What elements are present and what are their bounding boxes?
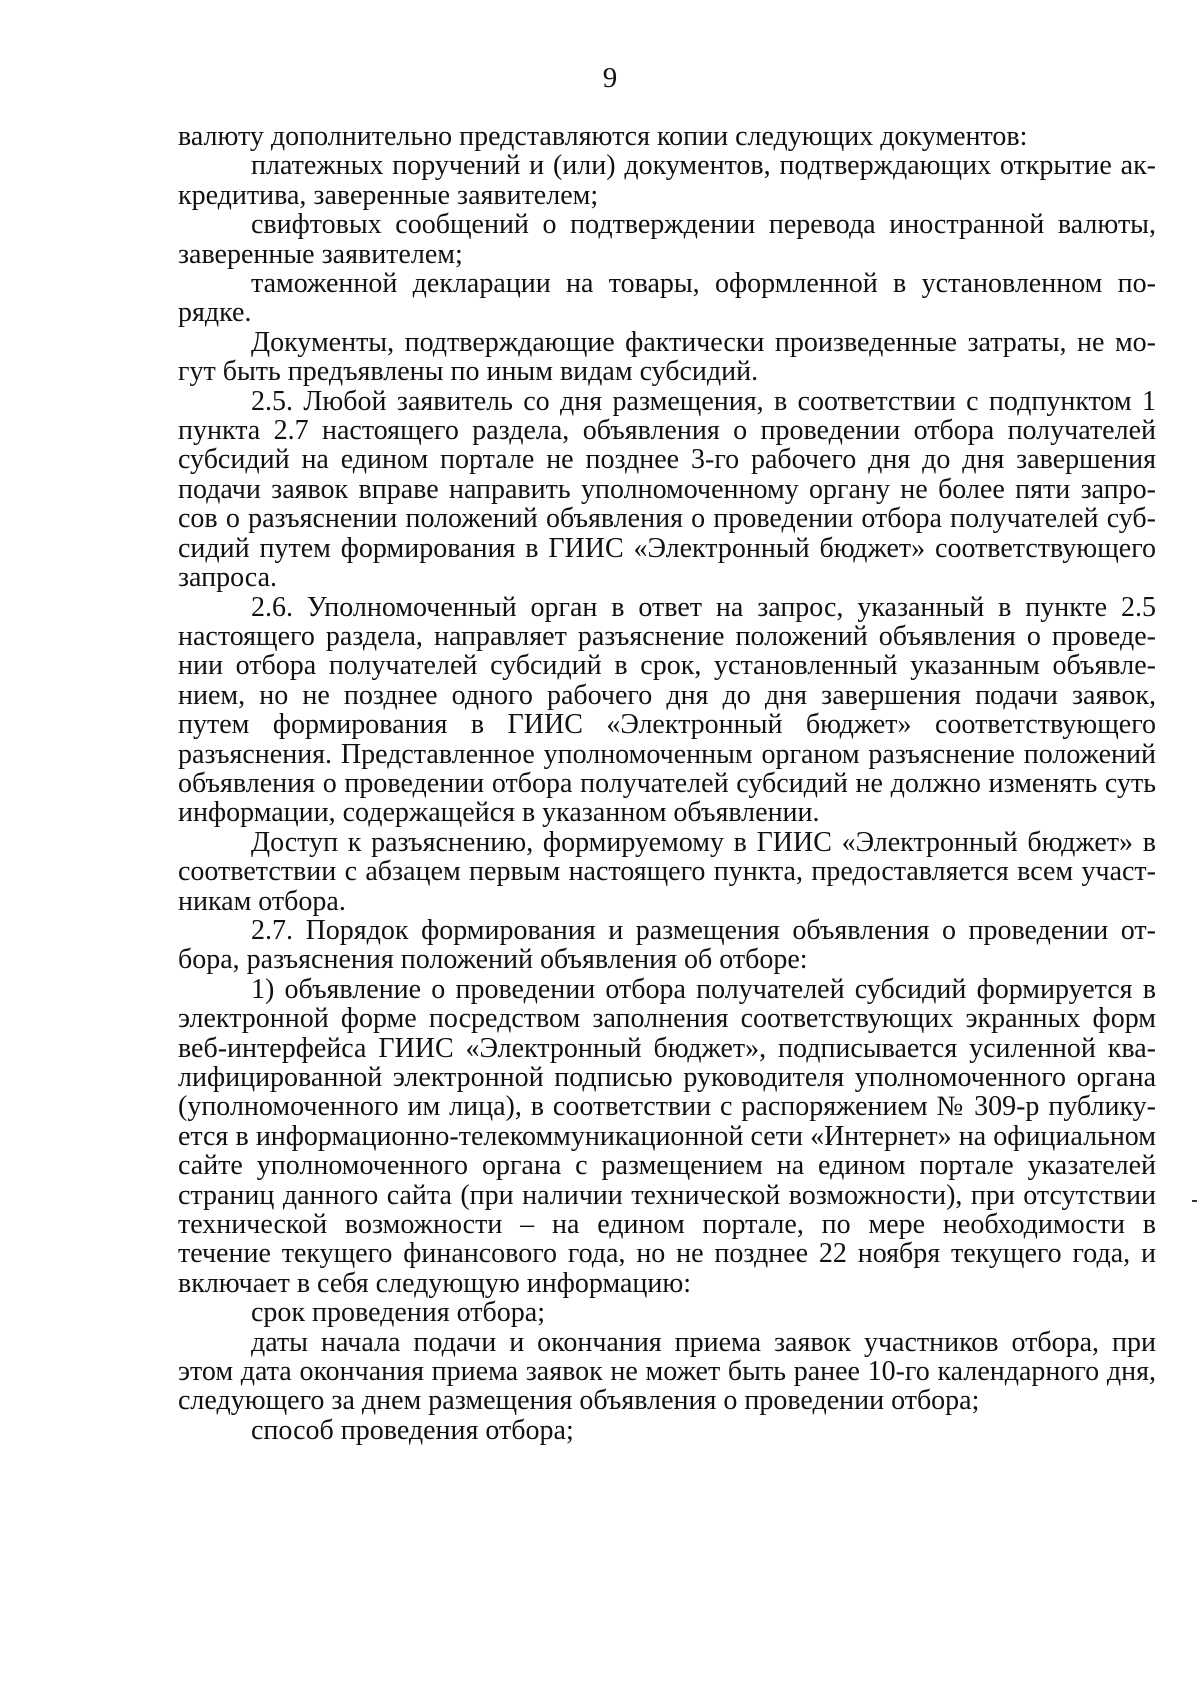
list-item-application-dates: даты начала подачи и окончания приема заявок участников отбора, при этом дата окончания приема заявок не может быть ранее 10-го календарного дня, следующего за днем размещения объявления о проведении отбора; — [178, 1326, 1156, 1417]
list-item-selection-period: срок проведения отбора; — [251, 1297, 545, 1329]
paragraph-customs-declaration: таможенной декларации на товары, оформленной в установленном порядке. — [178, 268, 1156, 329]
paragraph-clause-2-7: 2.7. Порядок формирования и размещения объявления о проведении отбора, разъяснения положений объявления об отборе: — [178, 914, 1156, 976]
page-number: 9 — [602, 62, 618, 94]
paragraph-subclause-1: 1) объявление о проведении отбора получателей субсидий формируется в электронной форме посредством заполнения соответствующих экранных форм веб-интерфейса ГИИС «Электронный бюджет», подписывается усиленной квалифицированной электронной подписью руководителя уполномоченного органа (уполномоченного им лица), в соответствии с распоряжением № 309-р публикуется в информационно-телекоммуникационной сети «Интернет» на официальном сайте уполномоченного органа с размещением на едином портале указателей страниц данного сайта (при наличии технической возможности), при отсутствии технической возможности – на едином портале, по мере необходимости в течение текущего финансового года, но не позднее 22 ноября текущего года, и включает в себя следующую информацию: — [178, 973, 1156, 1299]
paragraph-payment-orders: платежных поручений и (или) документов, подтверждающих открытие аккредитива, заверенные заявителем; — [178, 150, 1156, 211]
paragraph-documents-costs: Документы, подтверждающие фактически произведенные затраты, не могут быть предъявлены по иным видам субсидий. — [178, 326, 1156, 388]
list-item-selection-method: способ проведения отбора; — [251, 1414, 574, 1446]
document-body — [178, 122, 1156, 1445]
paragraph-swift-messages: свифтовых сообщений о подтверждении перевода иностранной валюты, заверенные заявителем; — [178, 209, 1156, 270]
paragraph-clause-2-5: 2.5. Любой заявитель со дня размещения, в соответствии с подпунктом 1 пункта 2.7 настоящего раздела, объявления о проведении отбора получателей субсидий на едином портале не позднее 3-го рабочего дня до дня завершения подачи заявок вправе направить уполномоченному органу не более пяти запросов о разъяснении положений объявления о проведении отбора получателей субсидий путем формирования в ГИИС «Электронный бюджет» соответствующего запроса. — [178, 385, 1156, 594]
paragraph-clause-2-6: 2.6. Уполномоченный орган в ответ на запрос, указанный в пункте 2.5 настоящего раздела, направляет разъяснение положений объявления о проведении отбора получателей субсидий в срок, установленный указанным объявлением, но не позднее одного рабочего дня до дня завершения подачи заявок, путем формирования в ГИИС «Электронный бюджет» соответствующего разъяснения. Представленное уполномоченным органом разъяснение положений объявления о проведении отбора получателей субсидий не должно изменять суть информации, содержащейся в указанном объявлении. — [178, 591, 1156, 829]
paragraph-continuation: валюту дополнительно представляются копии следующих документов: — [178, 121, 1028, 152]
paragraph-access-clarification: Доступ к разъяснению, формируемому в ГИИС «Электронный бюджет» в соответствии с абзацем первым настоящего пункта, предоставляется всем участникам отбора. — [178, 826, 1156, 917]
scan-margin-mark — [1192, 1200, 1197, 1202]
